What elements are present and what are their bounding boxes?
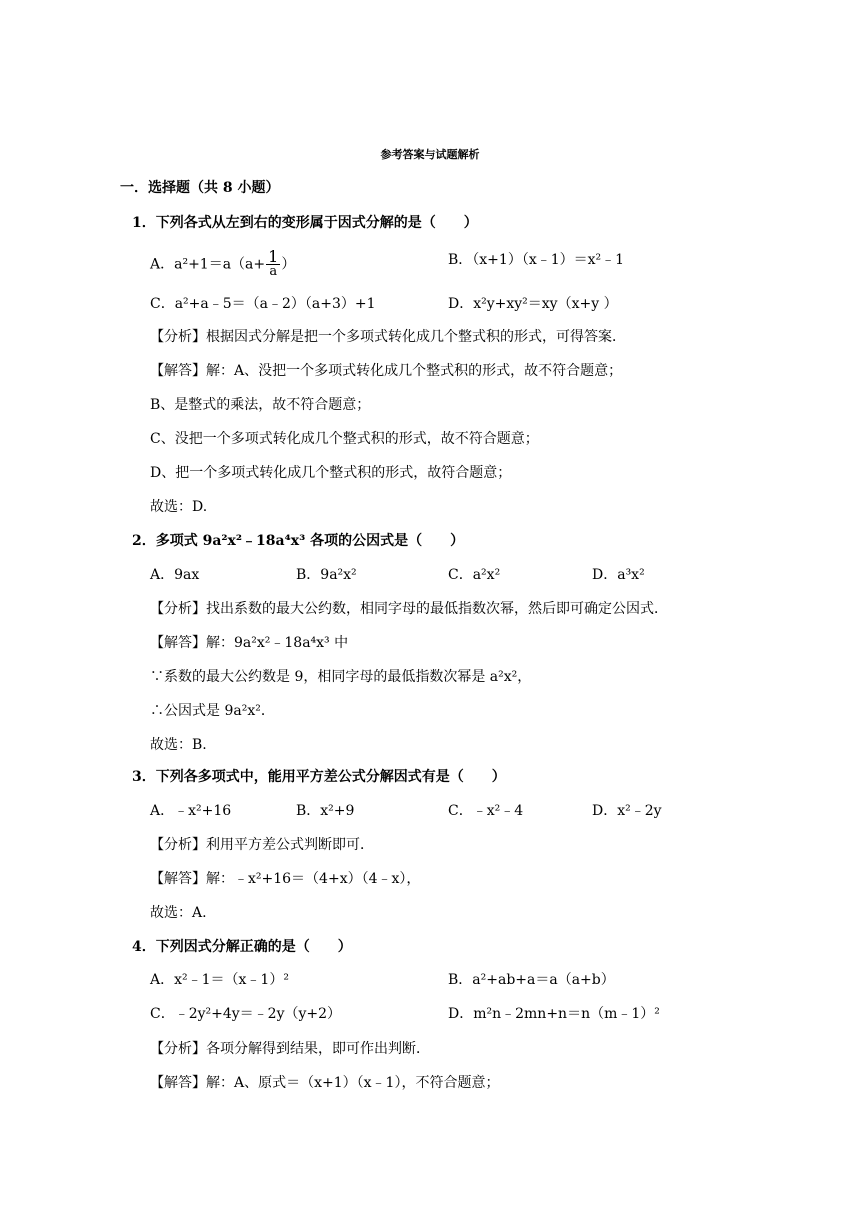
q2-because: ∵系数的最大公约数是 9，相同字母的最低指数次幂是 a²x²，: [150, 669, 532, 685]
q2-analysis: 【分析】找出系数的最大公约数，相同字母的最低指数次幂，然后即可确定公因式．: [150, 601, 668, 617]
q3-stem: 3．下列各多项式中，能用平方差公式分解因式有是（ ）: [132, 769, 506, 785]
q2-stem: 2．多项式 9a²x²﹣18a⁴x³ 各项的公因式是（ ）: [132, 533, 465, 549]
q1-analysis: 【分析】根据因式分解是把一个多项式转化成几个整式积的形式，可得答案．: [150, 329, 626, 345]
q1-option-a-pre: A．a²+1＝a（a+: [150, 256, 266, 273]
q4-analysis: 【分析】各项分解得到结果，即可作出判断．: [150, 1041, 430, 1057]
q4-option-c: C．﹣2y²+4y＝﹣2y（y+2）: [150, 1006, 342, 1022]
q1-answer: 故选：D.: [150, 499, 208, 515]
q3-option-a: A．﹣x²+16: [150, 803, 232, 819]
q4-option-d: D．m²n﹣2mn+n＝n（m﹣1）²: [448, 1006, 660, 1022]
q4-solution: 【解答】解：A、原式＝（x+1）（x﹣1），不符合题意；: [150, 1075, 500, 1091]
q1-solution: 【解答】解：A、没把一个多项式转化成几个整式积的形式，故不符合题意；: [150, 363, 623, 379]
q1-stem: 1．下列各式从左到右的变形属于因式分解的是（ ）: [132, 215, 478, 231]
q3-solution: 【解答】解：﹣x²+16＝（4+x）（4﹣x），: [150, 871, 421, 887]
q3-analysis: 【分析】利用平方差公式判断即可．: [150, 837, 374, 853]
q1-solution-c: C、没把一个多项式转化成几个整式积的形式，故不符合题意；: [150, 431, 539, 447]
q1-option-b: B．（x+1）（x﹣1）＝x²﹣1: [448, 252, 625, 268]
q3-option-b: B．x²+9: [296, 803, 355, 819]
q3-option-d: D．x²﹣2y: [592, 803, 662, 819]
q3-answer: 故选：A.: [150, 905, 207, 921]
fraction-numerator: 1: [268, 247, 279, 266]
q1-solution-b: B、是整式的乘法，故不符合题意；: [150, 397, 371, 413]
q1-solution-d: D、把一个多项式转化成几个整式积的形式，故符合题意；: [150, 465, 512, 481]
q1-option-a-fraction: [266, 247, 280, 279]
q2-solution: 【解答】解：9a²x²﹣18a⁴x³ 中: [150, 635, 349, 651]
q1-option-a: [150, 247, 296, 279]
q4-option-a: A．x²﹣1＝（x﹣1）²: [150, 972, 289, 988]
q1-option-c: C．a²+a﹣5＝（a﹣2）（a+3）+1: [150, 296, 376, 312]
page-title: 参考答案与试题解析: [380, 148, 480, 161]
q2-option-a: A．9ax: [150, 567, 200, 583]
q4-stem: 4．下列因式分解正确的是（ ）: [132, 939, 352, 955]
fraction-denominator: a: [269, 264, 278, 279]
q1-option-a-post: ）: [281, 256, 296, 273]
q1-option-d: D．x²y+xy²＝xy（x+y ）: [448, 296, 618, 312]
q2-answer: 故选：B.: [150, 737, 207, 753]
q2-therefore: ∴公因式是 9a²x²．: [150, 703, 275, 719]
q3-option-c: C．﹣x²﹣4: [448, 803, 524, 819]
section-heading: 一．选择题（共 8 小题）: [120, 180, 280, 196]
q4-option-b: B．a²+ab+a＝a（a+b）: [448, 972, 615, 988]
q2-option-b: B．9a²x²: [296, 567, 357, 583]
q2-option-d: D．a³x²: [592, 567, 645, 583]
q2-option-c: C．a²x²: [448, 567, 501, 583]
